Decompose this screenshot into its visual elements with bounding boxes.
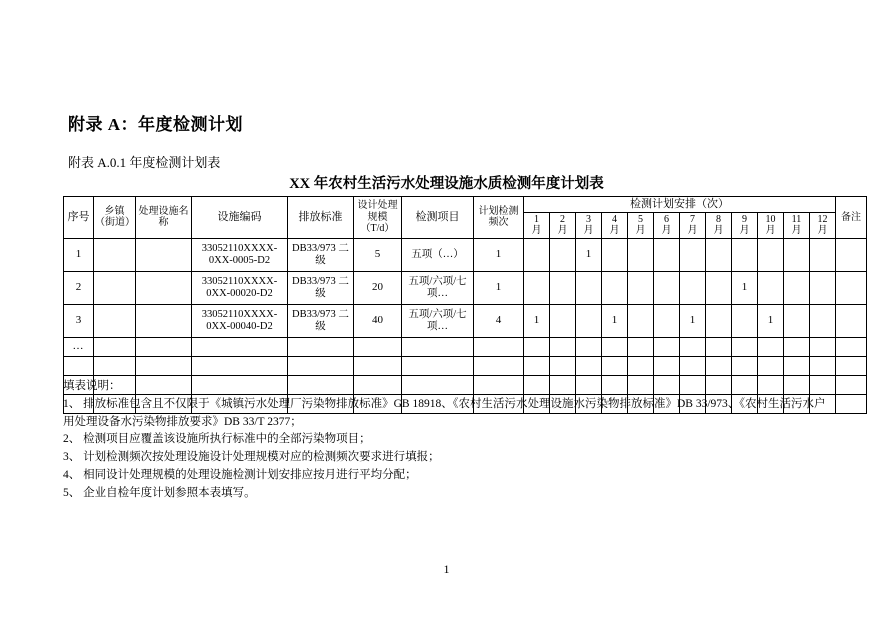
cell-discharge-standard: DB33/973 二级 <box>288 271 354 304</box>
cell-seq: … <box>64 337 94 356</box>
header-seq: 序号 <box>64 197 94 239</box>
cell-month-5 <box>628 304 654 337</box>
cell-month-1 <box>524 271 550 304</box>
table-row <box>64 238 867 271</box>
cell-month-12 <box>810 356 836 375</box>
cell-month-3 <box>576 271 602 304</box>
cell-facility-code <box>192 337 288 356</box>
cell-month-8 <box>706 356 732 375</box>
cell-month-11 <box>784 238 810 271</box>
cell-month-8 <box>706 304 732 337</box>
cell-month-9 <box>732 356 758 375</box>
instruction-item: 3、 计划检测频次按处理设施设计处理规模对应的检测频次要求进行填报； <box>63 451 440 464</box>
cell-month-3 <box>576 304 602 337</box>
header-month-12: 12 月 <box>810 212 836 238</box>
instructions-title: 填表说明： <box>63 380 121 392</box>
cell-facility-name <box>136 356 192 375</box>
cell-month-10 <box>758 337 784 356</box>
cell-month-4 <box>602 356 628 375</box>
table-row <box>64 271 867 304</box>
cell-month-9 <box>732 337 758 356</box>
cell-remark <box>836 375 867 394</box>
form-instructions <box>63 378 833 503</box>
cell-plan-frequency <box>474 337 524 356</box>
cell-plan-frequency: 4 <box>474 304 524 337</box>
cell-month-4 <box>602 271 628 304</box>
table-row <box>64 304 867 337</box>
cell-discharge-standard: DB33/973 二级 <box>288 238 354 271</box>
cell-month-7 <box>680 337 706 356</box>
cell-month-10: 1 <box>758 304 784 337</box>
header-plan-frequency: 计划检测频次 <box>474 197 524 239</box>
header-month-7: 7 月 <box>680 212 706 238</box>
cell-month-1 <box>524 337 550 356</box>
cell-month-4 <box>602 337 628 356</box>
cell-month-2 <box>550 304 576 337</box>
cell-month-1 <box>524 356 550 375</box>
cell-town <box>94 238 136 271</box>
cell-remark <box>836 304 867 337</box>
header-month-8: 8 月 <box>706 212 732 238</box>
cell-month-12 <box>810 271 836 304</box>
cell-month-12 <box>810 337 836 356</box>
cell-month-6 <box>654 337 680 356</box>
page-title: XX 年农村生活污水处理设施水质检测年度计划表 <box>289 176 604 192</box>
cell-discharge-standard: DB33/973 二级 <box>288 304 354 337</box>
cell-test-items: 五项/六项/七项… <box>402 271 474 304</box>
cell-facility-name <box>136 238 192 271</box>
cell-month-11 <box>784 356 810 375</box>
cell-month-4 <box>602 238 628 271</box>
cell-month-7: 1 <box>680 304 706 337</box>
cell-remark <box>836 271 867 304</box>
cell-month-7 <box>680 271 706 304</box>
cell-test-items: 五项/六项/七项… <box>402 304 474 337</box>
cell-month-2 <box>550 238 576 271</box>
cell-seq: 1 <box>64 238 94 271</box>
appendix-title: 附录 A：年度检测计划 <box>68 115 244 134</box>
cell-month-4: 1 <box>602 304 628 337</box>
cell-month-6 <box>654 304 680 337</box>
cell-month-2 <box>550 356 576 375</box>
cell-remark <box>836 238 867 271</box>
cell-month-5 <box>628 337 654 356</box>
cell-month-3 <box>576 356 602 375</box>
cell-town <box>94 356 136 375</box>
header-facility-code: 设施编码 <box>192 197 288 239</box>
cell-month-3: 1 <box>576 238 602 271</box>
table-header-row-1 <box>64 197 867 213</box>
cell-month-10 <box>758 356 784 375</box>
cell-month-9: 1 <box>732 271 758 304</box>
cell-discharge-standard <box>288 337 354 356</box>
cell-discharge-standard <box>288 356 354 375</box>
cell-month-10 <box>758 271 784 304</box>
header-schedule-group: 检测计划安排（次） <box>524 197 836 213</box>
cell-month-12 <box>810 238 836 271</box>
cell-month-11 <box>784 304 810 337</box>
cell-month-2 <box>550 271 576 304</box>
cell-plan-frequency: 1 <box>474 271 524 304</box>
page-number: 1 <box>443 562 450 576</box>
header-design-scale: 设计处理规模（T/d） <box>354 197 402 239</box>
cell-month-6 <box>654 271 680 304</box>
cell-month-11 <box>784 337 810 356</box>
table-row <box>64 356 867 375</box>
cell-month-3 <box>576 337 602 356</box>
cell-test-items: 五项（…） <box>402 238 474 271</box>
cell-facility-code: 33052110XXXX-0XX-00040-D2 <box>192 304 288 337</box>
cell-town <box>94 304 136 337</box>
cell-remark <box>836 394 867 413</box>
instruction-item: 2、 检测项目应覆盖该设施所执行标准中的全部污染物项目； <box>63 433 371 446</box>
cell-seq <box>64 356 94 375</box>
cell-month-2 <box>550 337 576 356</box>
cell-seq: 2 <box>64 271 94 304</box>
cell-facility-code <box>192 356 288 375</box>
cell-month-9 <box>732 238 758 271</box>
cell-month-5 <box>628 238 654 271</box>
cell-design-scale <box>354 337 402 356</box>
header-month-4: 4 月 <box>602 212 628 238</box>
header-discharge-standard: 排放标准 <box>288 197 354 239</box>
cell-month-7 <box>680 356 706 375</box>
cell-month-5 <box>628 356 654 375</box>
cell-month-1: 1 <box>524 304 550 337</box>
cell-facility-code: 33052110XXXX-0XX-0005-D2 <box>192 238 288 271</box>
cell-facility-name <box>136 304 192 337</box>
cell-plan-frequency: 1 <box>474 238 524 271</box>
cell-month-10 <box>758 238 784 271</box>
header-town: 乡镇（街道） <box>94 197 136 239</box>
header-month-5: 5 月 <box>628 212 654 238</box>
cell-month-8 <box>706 337 732 356</box>
cell-month-12 <box>810 304 836 337</box>
instruction-item: 4、 相同设计处理规模的处理设施检测计划安排应按月进行平均分配； <box>63 469 417 482</box>
cell-month-5 <box>628 271 654 304</box>
cell-plan-frequency <box>474 356 524 375</box>
header-month-2: 2 月 <box>550 212 576 238</box>
cell-design-scale: 40 <box>354 304 402 337</box>
cell-month-9 <box>732 304 758 337</box>
header-month-9: 9 月 <box>732 212 758 238</box>
header-test-items: 检测项目 <box>402 197 474 239</box>
cell-facility-name <box>136 337 192 356</box>
header-month-3: 3 月 <box>576 212 602 238</box>
instruction-item: 1、 排放标准包含且不仅限于《城镇污水处理厂污染物排放标准》GB 18918、《农村生活污水处理设施水污染物排放标准》DB 33/973、《农村生活污水户用处理设备水污染物排放要求》DB 33/T 2377； <box>63 397 826 428</box>
header-month-11: 11 月 <box>784 212 810 238</box>
cell-facility-name <box>136 271 192 304</box>
cell-facility-code: 33052110XXXX-0XX-00020-D2 <box>192 271 288 304</box>
cell-month-8 <box>706 271 732 304</box>
cell-month-6 <box>654 238 680 271</box>
header-month-6: 6 月 <box>654 212 680 238</box>
cell-test-items <box>402 337 474 356</box>
table-row <box>64 337 867 356</box>
header-remark: 备注 <box>836 197 867 239</box>
cell-month-6 <box>654 356 680 375</box>
cell-design-scale: 5 <box>354 238 402 271</box>
header-month-10: 10 月 <box>758 212 784 238</box>
cell-design-scale: 20 <box>354 271 402 304</box>
cell-seq: 3 <box>64 304 94 337</box>
cell-test-items <box>402 356 474 375</box>
cell-remark <box>836 337 867 356</box>
cell-design-scale <box>354 356 402 375</box>
cell-remark <box>836 356 867 375</box>
instruction-item: 5、 企业自检年度计划参照本表填写。 <box>63 486 256 499</box>
cell-town <box>94 271 136 304</box>
cell-month-7 <box>680 238 706 271</box>
cell-month-8 <box>706 238 732 271</box>
cell-month-1 <box>524 238 550 271</box>
header-month-1: 1 月 <box>524 212 550 238</box>
cell-month-11 <box>784 271 810 304</box>
cell-town <box>94 337 136 356</box>
header-facility-name: 处理设施名称 <box>136 197 192 239</box>
table-caption-number: 附表 A.0.1 年度检测计划表 <box>68 155 221 170</box>
